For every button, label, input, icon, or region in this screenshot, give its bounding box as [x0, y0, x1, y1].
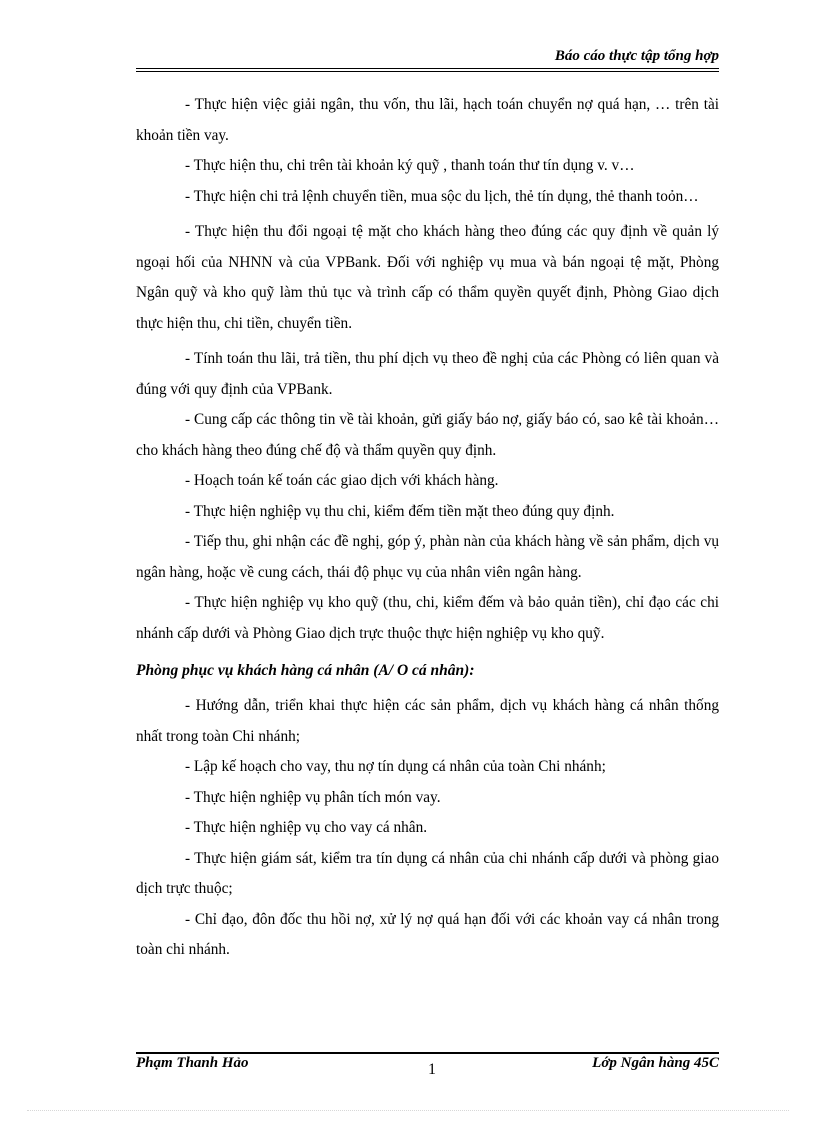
page-edge-divider	[27, 1110, 789, 1111]
header-title: Báo cáo thực tập tổng hợp	[554, 48, 719, 64]
header-rule	[136, 68, 719, 69]
paragraph: - Thực hiện nghiệp vụ phân tích món vay.	[185, 788, 441, 806]
paragraph: - Lập kế hoạch cho vay, thu nợ tín dụng cá nhân của toàn Chi nhánh;	[185, 758, 606, 775]
body-text	[136, 90, 719, 966]
paragraph: - Tiếp thu, ghi nhận các đề nghị, góp ý, phàn nàn của khách hàng về sản phẩm, dịch vụ ngân hàng, hoặc về cung cách, thái độ phục vụ của nhân viên ngân hàng.	[136, 533, 719, 581]
paragraph: - Thực hiện nghiệp vụ cho vay cá nhân.	[185, 819, 428, 836]
paragraph: - Chỉ đạo, đôn đốc thu hồi nợ, xử lý nợ quá hạn đối với các khoản vay cá nhân trong toàn chi nhánh.	[136, 910, 719, 958]
footer-rule	[136, 1052, 719, 1054]
page-number: 1	[428, 1061, 436, 1078]
paragraph: - Thực hiện nghiệp vụ thu chi, kiểm đếm tiền mặt theo đúng quy định.	[185, 502, 615, 520]
footer-class-name: Lớp Ngân hàng 45C	[592, 1055, 719, 1071]
paragraph: - Cung cấp các thông tin về tài khoản, gửi giấy báo nợ, giấy báo có, sao kê tài khoản… cho khách hàng theo đúng chế độ và thẩm quyền quy định.	[136, 411, 719, 459]
paragraph: - Thực hiện chi trả lệnh chuyển tiền, mua sộc du lịch, thẻ tín dụng, thẻ thanh toỏn…	[185, 187, 699, 205]
section-heading: Phòng phục vụ khách hàng cá nhân (A/ O cá nhân):	[136, 662, 475, 679]
footer-author: Phạm Thanh Hảo	[136, 1055, 249, 1071]
paragraph: - Tính toán thu lãi, trả tiền, thu phí dịch vụ theo đề nghị của các Phòng có liên quan và đúng với quy định của VPBank.	[136, 350, 719, 398]
paragraph: - Thực hiện thu đổi ngoại tệ mặt cho khách hàng theo đúng các quy định về quản lý ngoại hối của NHNN và của VPBank. Đối với nghiệp vụ mua và bán ngoại tệ mặt, Phòng Ngân quỹ và kho quỹ làm thủ tục và trình cấp có thẩm quyền quyết định, Phòng Giao dịch thực hiện thu, chi tiền, chuyển tiền.	[136, 223, 719, 332]
paragraph: - Thực hiện giám sát, kiểm tra tín dụng cá nhân của chi nhánh cấp dưới và phòng giao dịch trực thuộc;	[136, 849, 719, 897]
paragraph: - Thực hiện nghiệp vụ kho quỹ (thu, chi, kiểm đếm và bảo quản tiền), chỉ đạo các chi nhánh cấp dưới và Phòng Giao dịch trực thuộc thực hiện nghiệp vụ kho quỹ.	[136, 594, 719, 642]
paragraph: - Hướng dẫn, triển khai thực hiện các sản phẩm, dịch vụ khách hàng cá nhân thống nhất trong toàn Chi nhánh;	[136, 697, 719, 745]
paragraph: - Thực hiện việc giải ngân, thu vốn, thu lãi, hạch toán chuyển nợ quá hạn, … trên tài khoản tiền vay.	[136, 96, 719, 144]
paragraph: - Hoạch toán kế toán các giao dịch với khách hàng.	[185, 472, 499, 489]
paragraph: - Thực hiện thu, chi trên tài khoản ký quỹ , thanh toán thư tín dụng v. v…	[185, 157, 635, 174]
header-rule-second	[136, 71, 719, 72]
